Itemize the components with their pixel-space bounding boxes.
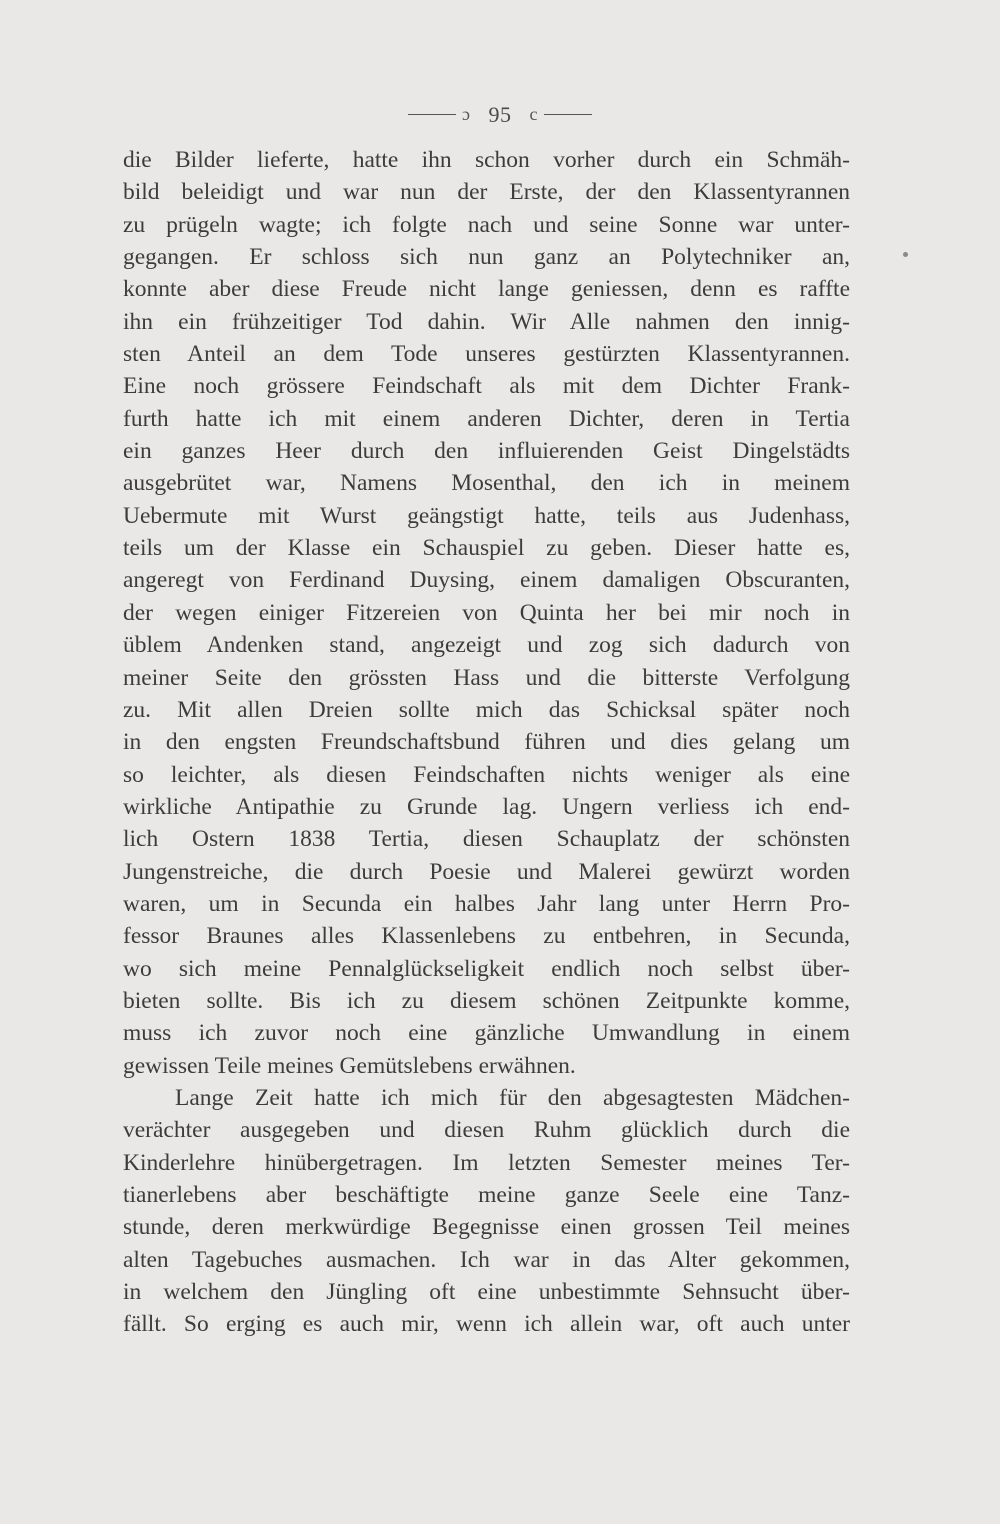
text-line: meiner Seite den grössten Hass und die bitterste Verfolgung [123, 664, 850, 691]
text-line: der wegen einiger Fitzereien von Quinta her bei mir noch in [123, 599, 850, 626]
text-line: bieten sollte. Bis ich zu diesem schönen Zeitpunkte komme, [123, 987, 850, 1014]
text-line: tianerlebens aber beschäftigte meine ganze Seele eine Tanz- [123, 1182, 850, 1208]
paragraph-start-line: Lange Zeit hatte ich mich für den abgesagtesten Mädchen- [175, 1084, 850, 1111]
text-line: teils um der Klasse ein Schauspiel zu geben. Dieser hatte es, [123, 535, 850, 562]
text-line: zu. Mit allen Dreien sollte mich das Schicksal später noch [123, 696, 850, 723]
text-line: Jungenstreiche, die durch Poesie und Malerei gewürzt worden [123, 858, 850, 885]
text-line: furth hatte ich mit einem anderen Dichter, deren in Tertia [123, 405, 850, 432]
body-text [123, 144, 850, 1341]
running-head [0, 100, 1000, 128]
text-line: lich Ostern 1838 Tertia, diesen Schauplatz der schönsten [123, 826, 850, 853]
text-line: üblem Andenken stand, angezeigt und zog sich dadurch von [123, 632, 850, 659]
text-line: konnte aber diese Freude nicht lange geniessen, denn es raffte [123, 276, 850, 303]
text-line: ein ganzes Heer durch den influierenden Geist Dingelstädts [123, 438, 850, 465]
text-line: Kinderlehre hinübergetragen. Im letzten Semester meines Ter- [123, 1149, 850, 1176]
text-line: Uebermute mit Wurst geängstigt hatte, teils aus Judenhass, [123, 502, 850, 529]
text-line: wirkliche Antipathie zu Grunde lag. Ungern verliess ich end- [123, 793, 850, 820]
left-ornament: ɔ [462, 104, 471, 125]
text-line: ausgebrütet war, Namens Mosenthal, den ich in meinem [123, 470, 850, 497]
text-line: in den engsten Freundschaftsbund führen und dies gelang um [123, 729, 850, 756]
paragraph-end-line: gewissen Teile meines Gemütslebens erwähnen. [123, 1052, 576, 1079]
left-rule [408, 114, 456, 115]
text-line: so leichter, als diesen Feindschaften nichts weniger als eine [123, 761, 850, 788]
text-line: muss ich zuvor noch eine gänzliche Umwandlung in einem [123, 1020, 850, 1047]
right-ornament: c [529, 104, 538, 125]
text-line: bild beleidigt und war nun der Erste, der den Klassentyrannen [123, 179, 850, 206]
text-line: waren, um in Secunda ein halbes Jahr lang unter Herrn Pro- [123, 890, 850, 917]
text-line: fessor Braunes alles Klassenlebens zu entbehren, in Secunda, [123, 923, 850, 950]
text-line: in welchem den Jüngling oft eine unbestimmte Sehnsucht über- [123, 1279, 850, 1306]
page-number: 95 [488, 101, 512, 127]
print-speck [903, 252, 908, 257]
text-line: gegangen. Er schloss sich nun ganz an Polytechniker an, [123, 244, 850, 271]
text-line: verächter ausgegeben und diesen Ruhm glücklich durch die [123, 1117, 850, 1144]
text-line: ihn ein frühzeitiger Tod dahin. Wir Alle nahmen den innig- [123, 308, 850, 335]
text-line: alten Tagebuches ausmachen. Ich war in das Alter gekommen, [123, 1246, 850, 1273]
text-line: angeregt von Ferdinand Duysing, einem damaligen Obscuranten, [123, 567, 850, 594]
text-line: wo sich meine Pennalglückseligkeit endlich noch selbst über- [123, 955, 850, 982]
text-line: sten Anteil an dem Tode unseres gestürzten Klassentyrannen. [123, 341, 850, 368]
text-line: zu prügeln wagte; ich folgte nach und seine Sonne war unter- [123, 211, 850, 238]
text-line: fällt. So erging es auch mir, wenn ich allein war, oft auch unter [123, 1311, 850, 1338]
text-line: die Bilder lieferte, hatte ihn schon vorher durch ein Schmäh- [123, 147, 850, 173]
text-line: stunde, deren merkwürdige Begegnisse einen grossen Teil meines [123, 1214, 850, 1241]
right-rule [544, 114, 592, 115]
text-line: Eine noch grössere Feindschaft als mit dem Dichter Frank- [123, 373, 850, 400]
